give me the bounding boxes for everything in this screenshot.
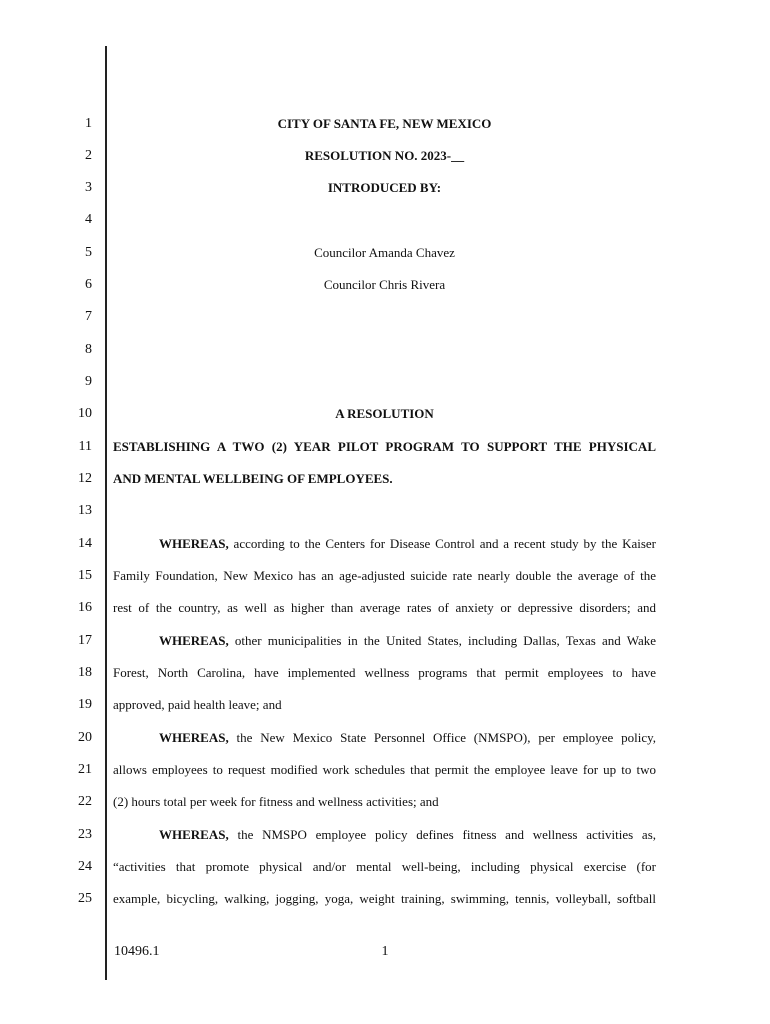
body-line: “activities that promote physical and/or mental well-being, including physical exercise (for bbox=[113, 859, 656, 874]
body-text: the New Mexico State Personnel Office (NMSPO), per employee policy, bbox=[228, 730, 656, 745]
line-number: 22 bbox=[78, 794, 92, 809]
resolution-title-line: ESTABLISHING A TWO (2) YEAR PILOT PROGRAM TO SUPPORT THE PHYSICAL bbox=[113, 439, 656, 454]
line-number: 7 bbox=[85, 309, 92, 324]
resolution-title-line: AND MENTAL WELLBEING OF EMPLOYEES. bbox=[113, 471, 393, 486]
line-number: 13 bbox=[78, 503, 92, 518]
body-line bbox=[113, 631, 656, 651]
line-number: 4 bbox=[85, 212, 92, 227]
body-line bbox=[113, 825, 656, 845]
sponsor-name: Councilor Chris Rivera bbox=[323, 277, 446, 292]
body-line: example, bicycling, walking, jogging, yoga, weight training, swimming, tennis, volleyball, softball bbox=[113, 891, 656, 906]
line-number: 2 bbox=[85, 148, 92, 163]
line-number: 24 bbox=[78, 859, 92, 874]
line-number: 20 bbox=[78, 730, 92, 745]
line-number: 10 bbox=[78, 406, 92, 421]
line-number: 11 bbox=[78, 439, 92, 454]
body-text: other municipalities in the United States, including Dallas, Texas and Wake bbox=[228, 633, 656, 648]
body-line: Forest, North Carolina, have implemented wellness programs that permit employees to have bbox=[113, 665, 656, 680]
page-number: 1 bbox=[381, 944, 389, 959]
body-line: allows employees to request modified work schedules that permit the employee leave for up to two bbox=[113, 762, 656, 777]
whereas-label: WHEREAS, bbox=[159, 536, 229, 551]
left-margin-rule bbox=[105, 46, 107, 980]
line-number: 5 bbox=[85, 245, 92, 260]
line-number: 12 bbox=[78, 471, 92, 486]
body-line bbox=[113, 534, 656, 554]
line-number: 15 bbox=[78, 568, 92, 583]
body-line: (2) hours total per week for fitness and wellness activities; and bbox=[113, 794, 439, 809]
resolution-heading: A RESOLUTION bbox=[335, 406, 434, 421]
document-id: 10496.1 bbox=[114, 944, 160, 959]
whereas-label: WHEREAS, bbox=[159, 827, 229, 842]
line-number: 17 bbox=[78, 633, 92, 648]
resolution-number: RESOLUTION NO. 2023-__ bbox=[304, 148, 465, 163]
whereas-label: WHEREAS, bbox=[159, 730, 229, 745]
body-line: approved, paid health leave; and bbox=[113, 697, 282, 712]
line-number: 19 bbox=[78, 697, 92, 712]
line-number: 6 bbox=[85, 277, 92, 292]
body-line bbox=[113, 728, 656, 748]
line-number: 8 bbox=[85, 342, 92, 357]
line-number: 25 bbox=[78, 891, 92, 906]
line-number: 1 bbox=[85, 116, 92, 131]
city-heading: CITY OF SANTA FE, NEW MEXICO bbox=[277, 116, 492, 131]
body-text: the NMSPO employee policy defines fitness and wellness activities as, bbox=[228, 827, 656, 842]
introduced-by-label: INTRODUCED BY: bbox=[327, 180, 442, 195]
line-number: 9 bbox=[85, 374, 92, 389]
line-number: 3 bbox=[85, 180, 92, 195]
whereas-label: WHEREAS, bbox=[159, 633, 229, 648]
line-number: 16 bbox=[78, 600, 92, 615]
line-number: 21 bbox=[78, 762, 92, 777]
sponsor-name: Councilor Amanda Chavez bbox=[314, 245, 455, 260]
body-line: rest of the country, as well as higher than average rates of anxiety or depressive disorders; and bbox=[113, 600, 656, 615]
line-number: 23 bbox=[78, 827, 92, 842]
line-number: 14 bbox=[78, 536, 92, 551]
body-text: according to the Centers for Disease Control and a recent study by the Kaiser bbox=[228, 536, 656, 551]
line-number: 18 bbox=[78, 665, 92, 680]
body-line: Family Foundation, New Mexico has an age-adjusted suicide rate nearly double the average of the bbox=[113, 568, 656, 583]
